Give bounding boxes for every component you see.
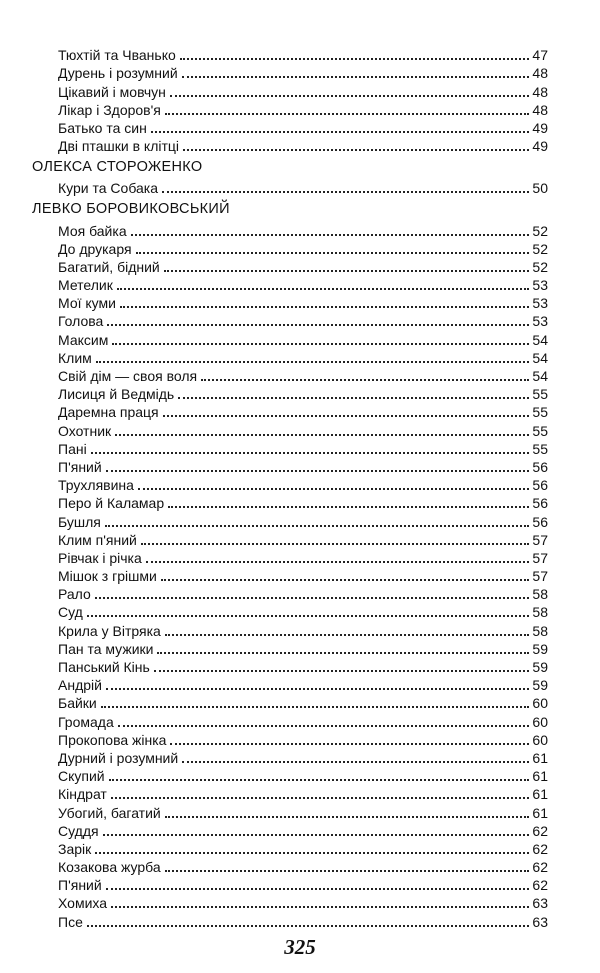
dot-leader — [118, 725, 530, 727]
dot-leader — [103, 834, 530, 836]
entry-page: 48 — [532, 83, 548, 100]
toc-entry — [32, 294, 548, 312]
entry-page: 58 — [532, 586, 548, 603]
entry-title: Суддя — [58, 822, 99, 839]
entry-title: Крила у Вітряка — [58, 622, 161, 639]
entry-page: 59 — [532, 640, 548, 657]
entry-title: Байки — [58, 695, 97, 712]
entry-title: П'яний — [58, 458, 102, 475]
toc-entry — [32, 421, 548, 439]
toc-entry — [32, 549, 548, 567]
dot-leader — [180, 58, 530, 60]
dot-leader — [154, 670, 530, 672]
entry-title: Рало — [58, 586, 91, 603]
entry-title: Мої куми — [58, 295, 116, 312]
entry-title: П'яний — [58, 877, 102, 894]
toc-entry — [32, 731, 548, 749]
entry-title: Трухлявина — [58, 477, 134, 494]
entry-title: Бушля — [58, 513, 101, 530]
dot-leader — [165, 816, 530, 818]
entry-page: 57 — [532, 549, 548, 566]
entry-title: Панський Кінь — [58, 659, 150, 675]
dot-leader — [105, 525, 530, 527]
toc-entry — [32, 840, 548, 858]
page-number: 325 — [284, 935, 316, 959]
entry-page: 52 — [532, 258, 548, 275]
entry-title: Пан та мужики — [58, 640, 154, 657]
entry-title: Дурень і розумний — [58, 65, 178, 82]
entry-title: Козакова журба — [58, 859, 161, 876]
author-heading: ЛЕВКО БОРОВИКОВСЬКИЙ — [32, 201, 230, 218]
author-heading: ОЛЕКСА СТОРОЖЕНКО — [32, 159, 203, 176]
toc-entry — [32, 876, 548, 894]
toc-entry — [32, 64, 548, 82]
toc-entry — [32, 567, 548, 585]
toc-entry — [32, 221, 548, 239]
toc-entry — [32, 82, 548, 100]
toc-entry — [32, 458, 548, 476]
dot-leader — [117, 288, 530, 290]
toc-entry — [32, 240, 548, 258]
entry-title: Свій дім — своя воля — [58, 368, 198, 384]
entry-title: Цікавий і мовчун — [58, 83, 166, 100]
entry-title: Мішок з грішми — [58, 568, 157, 585]
dot-leader — [170, 95, 530, 97]
dot-leader — [91, 452, 530, 454]
entry-page: 59 — [532, 677, 548, 694]
entry-page: 62 — [532, 859, 548, 876]
dot-leader — [163, 415, 530, 417]
toc-entry — [32, 603, 548, 621]
toc-entry — [32, 312, 548, 330]
entry-title: Даремна праця — [58, 404, 159, 421]
toc-section-storozhenko — [32, 158, 548, 197]
entry-page: 49 — [532, 119, 548, 136]
entry-page: 58 — [532, 604, 548, 621]
dot-leader — [106, 470, 530, 472]
dot-leader — [182, 76, 530, 78]
entry-title: Моя байка — [58, 222, 127, 239]
toc-entry — [32, 531, 548, 549]
entry-page: 62 — [532, 822, 548, 839]
entry-page: 57 — [532, 568, 548, 585]
toc-entry — [32, 385, 548, 403]
dot-leader — [95, 852, 529, 854]
dot-leader — [141, 543, 530, 545]
toc-entry — [32, 585, 548, 603]
entry-page: 59 — [532, 659, 548, 675]
dot-leader — [87, 925, 530, 927]
entry-page: 60 — [532, 713, 548, 730]
dot-leader — [111, 906, 529, 908]
toc-entry — [32, 676, 548, 694]
toc-entry — [32, 101, 548, 119]
entry-title: Лисиця й Ведмідь — [58, 386, 175, 403]
entry-title: Метелик — [58, 277, 113, 294]
entry-title: Клим — [58, 349, 92, 366]
dot-leader — [162, 191, 529, 193]
entry-page: 56 — [532, 477, 548, 494]
dot-leader — [115, 434, 529, 436]
entry-page: 60 — [532, 731, 548, 748]
entry-page: 62 — [532, 840, 548, 857]
entry-title: Пані — [58, 440, 87, 457]
entry-page: 53 — [532, 295, 548, 312]
dot-leader — [164, 270, 530, 272]
dot-leader — [170, 743, 529, 745]
entry-title: Максим — [58, 331, 109, 348]
toc-entry — [32, 476, 548, 494]
dot-leader — [151, 131, 530, 133]
entry-page: 61 — [532, 786, 548, 803]
dot-leader — [136, 252, 530, 254]
toc-entry — [32, 403, 548, 421]
entry-title: Хомиха — [58, 895, 108, 912]
toc-entry — [32, 512, 548, 530]
dot-leader — [87, 615, 530, 617]
entry-page: 53 — [532, 313, 548, 330]
entry-page: 61 — [532, 768, 548, 785]
dot-leader — [165, 113, 530, 115]
entry-title: Клим п'яний — [58, 531, 137, 548]
dot-leader — [182, 761, 529, 763]
entry-title: Зарік — [58, 840, 92, 857]
dot-leader — [178, 397, 529, 399]
toc-entry — [32, 767, 548, 785]
entry-page: 61 — [532, 749, 548, 766]
toc-entry — [32, 349, 548, 367]
entry-title: Суд — [58, 604, 83, 621]
entry-title: Прокопова жінка — [58, 731, 167, 748]
toc-entry — [32, 785, 548, 803]
toc-entry — [32, 658, 548, 676]
dot-leader — [120, 306, 529, 308]
entry-page: 49 — [532, 138, 548, 155]
entry-title: Тюхтій та Чванько — [58, 47, 176, 64]
entry-title: Охотник — [58, 422, 112, 439]
entry-page: 62 — [532, 877, 548, 894]
entry-page: 53 — [532, 277, 548, 294]
toc-entry — [32, 640, 548, 658]
dot-leader — [201, 379, 529, 381]
entry-title: До друкаря — [58, 240, 132, 257]
toc-entry — [32, 912, 548, 930]
entry-page: 63 — [532, 913, 548, 930]
entry-title: Громада — [58, 713, 114, 730]
toc-entry — [32, 119, 548, 137]
toc-section-continued — [32, 46, 548, 155]
entry-page: 55 — [532, 422, 548, 439]
dot-leader — [168, 506, 529, 508]
entry-page: 55 — [532, 404, 548, 421]
dot-leader — [109, 779, 530, 781]
entry-page: 55 — [532, 386, 548, 403]
entry-page: 52 — [532, 240, 548, 257]
entry-page: 54 — [532, 368, 548, 384]
entry-title: Кіндрат — [58, 786, 107, 803]
entry-title: Андрій — [58, 677, 102, 694]
dot-leader — [107, 324, 529, 326]
dot-leader — [95, 597, 530, 599]
dot-leader — [106, 688, 529, 690]
toc-entry — [32, 621, 548, 639]
entry-title: Дурний і розумний — [58, 749, 179, 766]
toc-entry — [32, 440, 548, 458]
toc-entry — [32, 694, 548, 712]
entry-page: 63 — [532, 895, 548, 912]
dot-leader — [183, 149, 529, 151]
dot-leader — [157, 652, 529, 654]
entry-title: Убогий, багатий — [58, 804, 161, 821]
entry-page: 56 — [532, 513, 548, 530]
entry-page: 48 — [532, 65, 548, 82]
toc-entry — [32, 494, 548, 512]
toc-entry — [32, 258, 548, 276]
toc-entry — [32, 330, 548, 348]
entry-page: 54 — [532, 349, 548, 366]
toc-entry — [32, 179, 548, 197]
dot-leader — [165, 634, 530, 636]
toc-section-borovykovsky — [32, 200, 548, 930]
table-of-contents — [32, 46, 548, 931]
entry-title: Рівчак і річка — [58, 549, 142, 566]
toc-entry — [32, 749, 548, 767]
dot-leader — [96, 361, 530, 363]
entry-title: Лікар і Здоров'я — [58, 101, 161, 118]
dot-leader — [111, 797, 530, 799]
entry-page: 56 — [532, 458, 548, 475]
entry-title: Псе — [58, 913, 83, 930]
entry-title: Голова — [58, 313, 104, 330]
toc-entry — [32, 803, 548, 821]
toc-entry — [32, 137, 548, 155]
entry-title: Батько та син — [58, 119, 147, 136]
toc-entry — [32, 822, 548, 840]
toc-entry — [32, 276, 548, 294]
entry-title: Дві пташки в клітці — [58, 138, 180, 155]
entry-page: 55 — [532, 440, 548, 457]
dot-leader — [101, 706, 530, 708]
entry-page: 60 — [532, 695, 548, 712]
toc-entry — [32, 858, 548, 876]
entry-title: Скупий — [58, 768, 105, 785]
entry-page: 54 — [532, 331, 548, 348]
entry-page: 48 — [532, 101, 548, 118]
toc-entry — [32, 46, 548, 64]
dot-leader — [138, 488, 530, 490]
entry-page: 58 — [532, 622, 548, 639]
entry-page: 61 — [532, 804, 548, 821]
entry-page: 47 — [532, 47, 548, 64]
dot-leader — [131, 234, 530, 236]
entry-title: Багатий, бідний — [58, 258, 160, 275]
toc-entry — [32, 367, 548, 385]
dot-leader — [106, 888, 530, 890]
entry-page: 56 — [532, 495, 548, 512]
entry-page: 50 — [532, 180, 548, 197]
dot-leader — [165, 870, 530, 872]
entry-title: Кури та Собака — [58, 180, 159, 197]
entry-page: 52 — [532, 222, 548, 239]
dot-leader — [161, 579, 530, 581]
toc-entry — [32, 894, 548, 912]
toc-entry — [32, 712, 548, 730]
entry-title: Перо й Каламар — [58, 495, 165, 512]
dot-leader — [112, 343, 529, 345]
dot-leader — [146, 561, 530, 563]
entry-page: 57 — [532, 531, 548, 548]
